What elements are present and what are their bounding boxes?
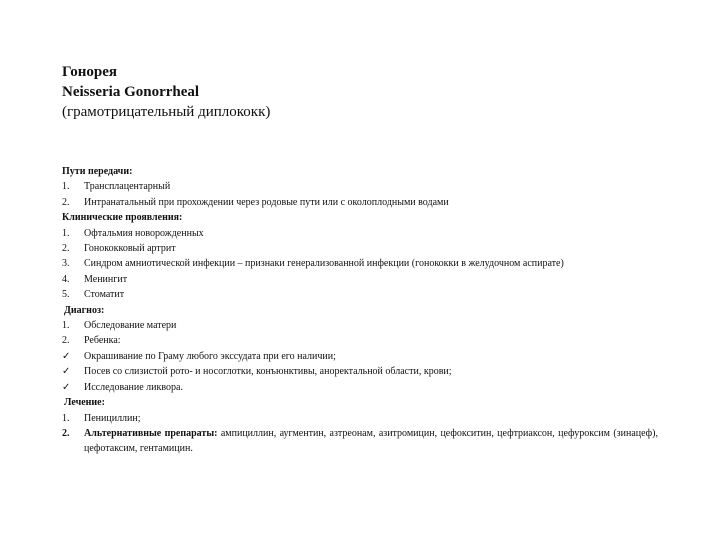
title-description: (грамотрицательный диплококк) [62,104,271,120]
list-item [62,333,658,348]
list-text: Офтальмия новорожденных [84,227,204,239]
list-marker: 1. [62,181,70,193]
list-text [84,426,658,457]
list-text: Ребенка: [84,335,121,347]
list-item [62,226,658,241]
list-text: Посев со слизистой рото- и носоглотки, конъюнктивы, аноректальной области, крови; [84,366,452,378]
checkmark-icon: ✓ [62,366,71,378]
list-item [62,287,658,302]
list-item [62,179,658,194]
document-body [62,164,658,457]
transmission-heading: Пути передачи: [62,166,133,177]
list-text: Трансплацентарный [84,181,171,193]
alternative-drugs-label: Альтернативные препараты: [84,427,218,439]
list-text: Гонококковый артрит [84,243,176,255]
list-text: Менингит [84,273,128,285]
title-pathogen: Neisseria Gonorrheal [62,84,200,100]
checkmark-icon: ✓ [62,350,71,362]
list-text: Пенициллин; [84,412,141,424]
list-marker: 1. [62,227,70,239]
list-marker: 5. [62,289,70,301]
list-text: Исследование ликвора. [84,381,183,393]
title-disease: Гонорея [62,64,117,80]
list-marker: 4. [62,273,70,285]
list-item [62,256,658,271]
list-item [62,318,658,333]
list-text: Интранатальный при прохождении через родовые пути или с околоплодными водами [84,196,449,208]
list-item [62,364,658,379]
list-item [62,272,658,287]
list-marker: 2. [62,427,70,439]
list-marker: 2. [62,196,70,208]
list-item [62,426,658,457]
diagnosis-heading: Диагноз: [64,304,105,316]
treatment-heading: Лечение: [64,397,105,409]
list-marker: 1. [62,412,70,424]
title-block [62,62,658,122]
list-item [62,241,658,256]
list-text: Окрашивание по Граму любого экссудата при его наличии; [84,350,336,362]
list-marker: 2. [62,243,70,255]
clinical-heading: Клинические проявления: [62,212,183,224]
list-text: Стоматит [84,289,125,301]
checkmark-icon: ✓ [62,381,71,393]
alternative-drugs-list: ампициллин, аугментин, азтреонам, азитромицин, цефокситин, цефтриаксон, цефуроксим (зинацеф), цефотаксим, гентамицин. [84,427,658,455]
list-marker: 2. [62,335,70,347]
list-item [62,411,658,426]
list-text: Синдром амниотической инфекции – признаки генерализованной инфекции (гонококки в желудочном аспирате) [84,258,564,270]
document-page [62,62,658,457]
list-marker: 1. [62,320,70,332]
list-marker: 3. [62,258,70,270]
list-text: Обследование матери [84,320,177,332]
list-item [62,380,658,395]
list-item [62,349,658,364]
list-item [62,195,658,210]
